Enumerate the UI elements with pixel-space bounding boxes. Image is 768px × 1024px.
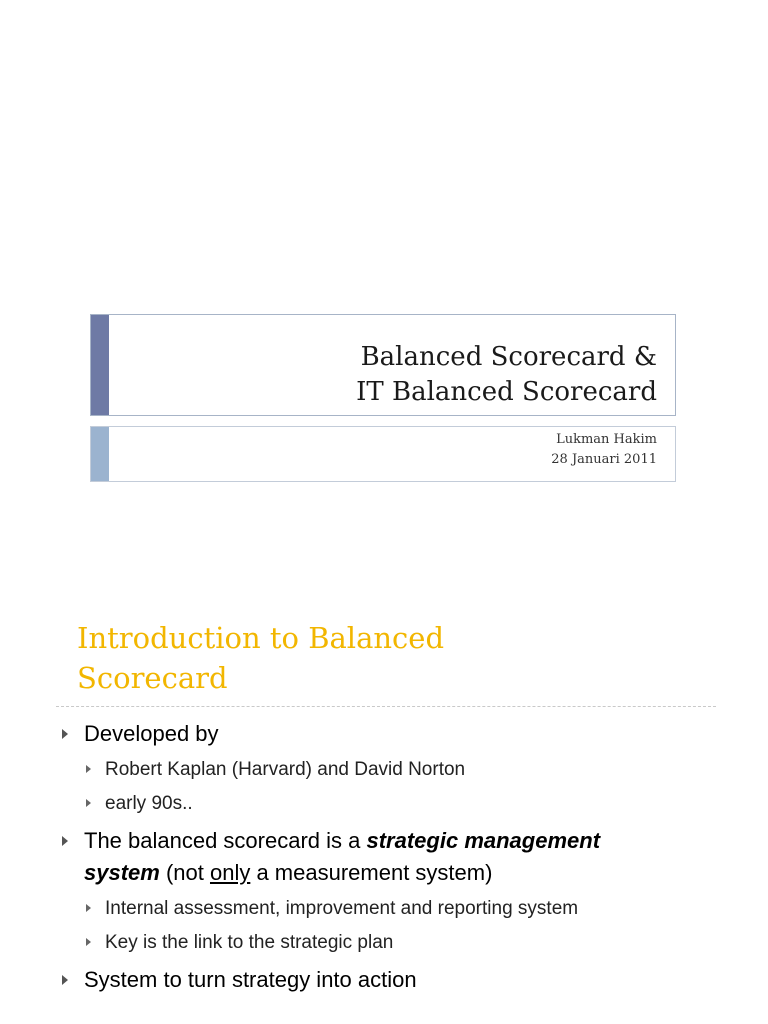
- triangle-right-icon: [86, 904, 91, 912]
- bullet-text-part-3: a measurement system): [250, 860, 493, 885]
- sub-bullet-internal-assessment: [86, 893, 686, 925]
- bullet-text: [84, 825, 682, 889]
- bullet-strategy-into-action: [62, 964, 682, 996]
- triangle-right-icon: [86, 938, 91, 946]
- sub-bullet-strategic-plan: [86, 927, 686, 959]
- sub-bullet-early-90s: [86, 788, 686, 820]
- bullet-developed-by: [62, 718, 682, 750]
- bullet-emphasis-1: strategic management: [366, 828, 601, 853]
- bullet-text: Developed by: [84, 721, 219, 746]
- triangle-right-icon: [86, 765, 91, 773]
- sub-bullet-text: Key is the link to the strategic plan: [105, 932, 394, 953]
- triangle-right-icon: [62, 729, 68, 739]
- triangle-right-icon: [62, 836, 68, 846]
- bullet-emphasis-2: system: [84, 860, 160, 885]
- sub-bullet-text: early 90s..: [105, 793, 193, 814]
- title-line-2: IT Balanced Scorecard: [356, 377, 657, 407]
- content-title-line-2: Scorecard: [77, 661, 228, 695]
- bullet-text-part-1: The balanced scorecard is a: [84, 828, 367, 853]
- author-name: Lukman Hakim: [556, 432, 657, 447]
- triangle-right-icon: [86, 799, 91, 807]
- triangle-right-icon: [62, 975, 68, 985]
- sub-bullet-text: Internal assessment, improvement and reporting system: [105, 898, 579, 919]
- bullet-underlined-word: only: [209, 860, 251, 885]
- bullet-text-part-2: (not: [159, 860, 210, 885]
- bullet-strategic-management: [62, 825, 682, 889]
- sub-bullet-kaplan-norton: [86, 754, 686, 786]
- content-title-line-1: Introduction to Balanced: [77, 621, 445, 655]
- bullet-text: System to turn strategy into action: [84, 967, 417, 992]
- presentation-date: 28 Januari 2011: [551, 452, 657, 467]
- title-line-1: Balanced Scorecard &: [360, 342, 657, 372]
- sub-bullet-text: Robert Kaplan (Harvard) and David Norton: [105, 759, 466, 780]
